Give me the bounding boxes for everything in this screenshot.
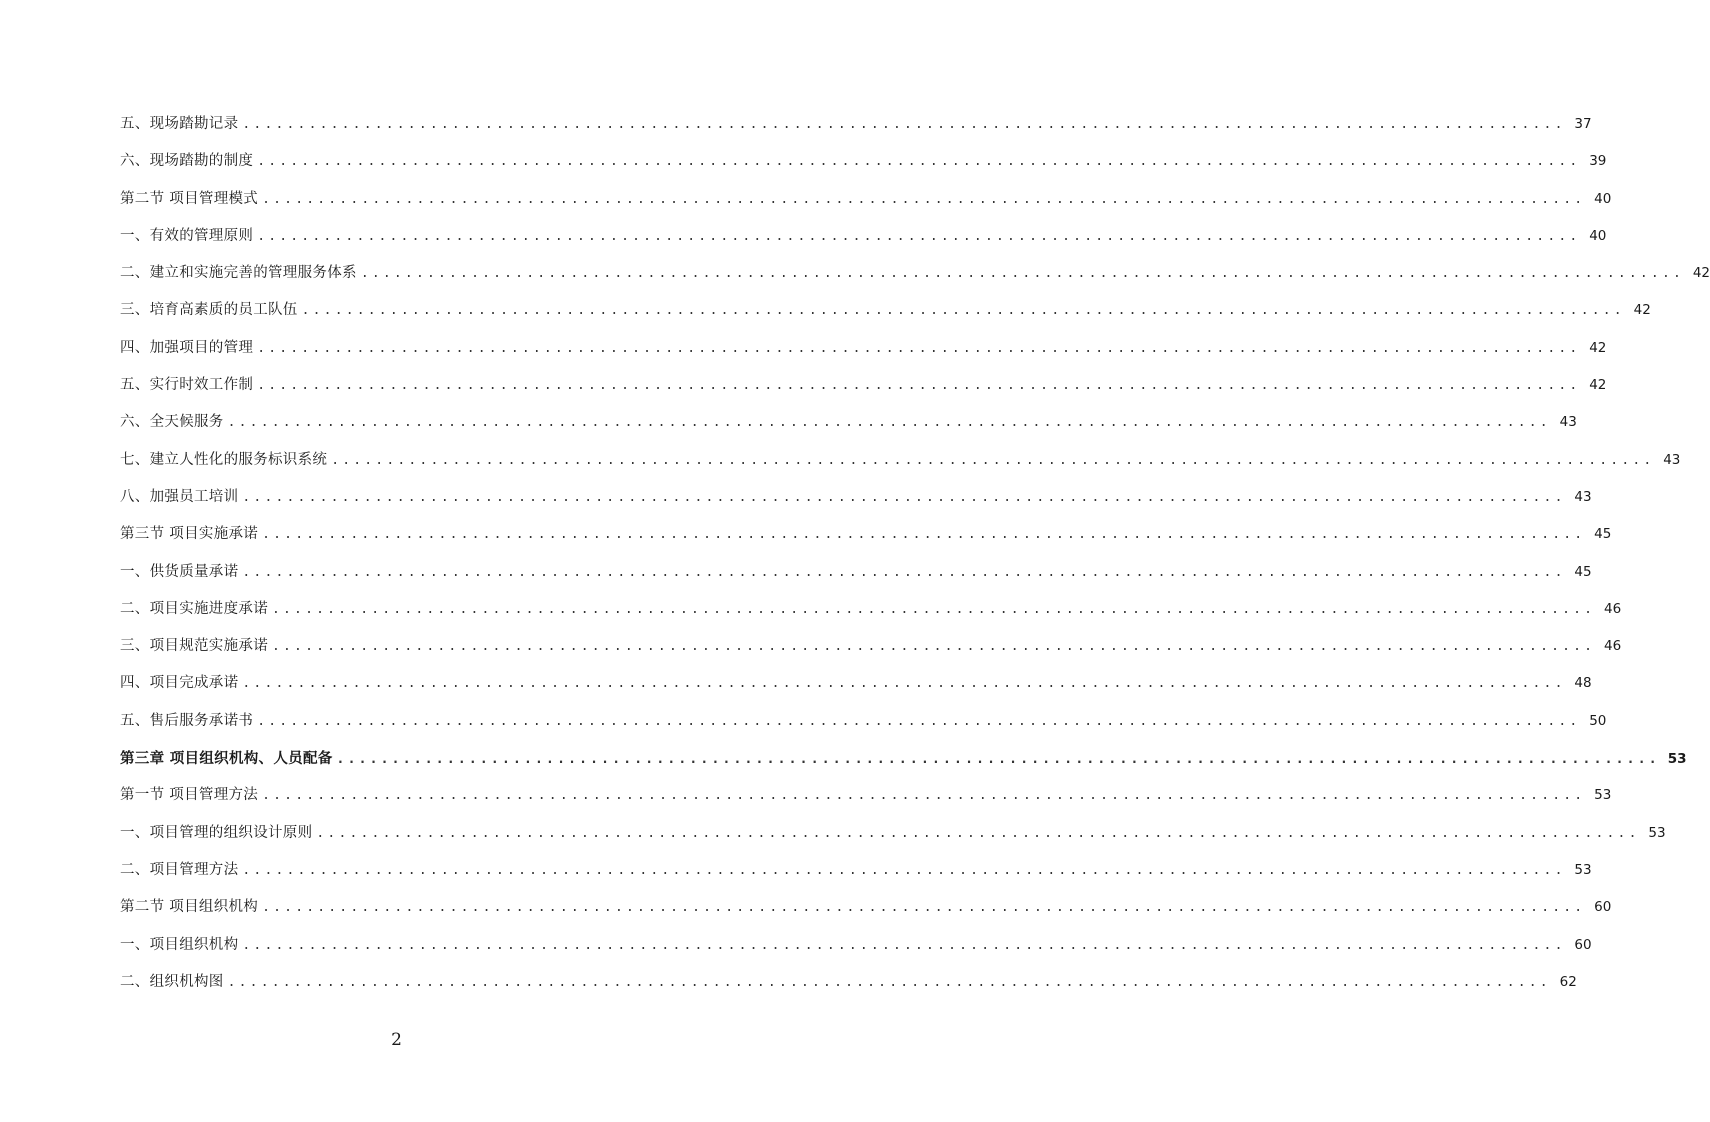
toc-entry-page: 45 [1574, 563, 1592, 580]
toc-entry-title: 二、组织机构图 [120, 973, 224, 990]
toc-entry-page: 53 [1667, 751, 1687, 768]
toc-entry[interactable] [120, 927, 1592, 964]
toc-entry-page: 42 [1692, 265, 1710, 282]
toc-entry-page: 50 [1589, 712, 1607, 729]
toc-entry-page: 45 [1594, 526, 1612, 543]
toc-entry-page: 53 [1648, 824, 1666, 841]
toc-entry[interactable] [120, 292, 1651, 329]
toc-entry-title: 三、项目规范实施承诺 [120, 638, 268, 655]
toc-entry[interactable] [120, 777, 1612, 814]
toc-dot-leader: ........................................................................................................................ [242, 564, 1566, 580]
toc-entry-page: 53 [1594, 787, 1612, 804]
toc-dot-leader: ........................................................................................................................ [301, 303, 1625, 319]
toc-dot-leader: ........................................................................................................................ [272, 601, 1596, 617]
toc-entry-title: 一、有效的管理原则 [120, 227, 254, 244]
toc-entry-page: 60 [1594, 899, 1612, 916]
toc-entry-title: 七、建立人性化的服务标识系统 [120, 451, 328, 468]
toc-entry[interactable] [120, 815, 1666, 852]
toc-entry-page: 39 [1589, 153, 1607, 170]
toc-entry[interactable] [120, 181, 1612, 218]
toc-entry[interactable] [120, 665, 1592, 702]
toc-dot-leader: ........................................................................................................................ [242, 862, 1566, 878]
toc-entry-title: 二、项目实施进度承诺 [120, 600, 268, 617]
toc-dot-leader: ........................................................................................................................ [242, 937, 1566, 953]
toc-entry-title: 第三节 项目实施承诺 [120, 526, 259, 543]
toc-entry[interactable] [120, 218, 1607, 255]
toc-entry-page: 37 [1574, 116, 1592, 132]
toc-entry-page: 40 [1589, 227, 1607, 244]
toc-entry-page: 62 [1559, 973, 1577, 990]
toc-entry-page: 42 [1633, 302, 1651, 319]
toc-entry[interactable] [120, 703, 1607, 740]
toc-entry[interactable] [120, 367, 1607, 404]
toc-entry-title: 四、加强项目的管理 [120, 339, 254, 356]
toc-entry[interactable] [120, 143, 1607, 180]
toc-entry[interactable] [120, 404, 1577, 441]
toc-dot-leader: ........................................................................................................................ [242, 676, 1566, 692]
toc-entry-title: 第二节 项目管理模式 [120, 190, 259, 207]
toc-entry-page: 46 [1604, 638, 1622, 655]
toc-chapter-entry[interactable] [120, 740, 1687, 777]
toc-entry-title: 一、项目组织机构 [120, 936, 239, 953]
toc-entry-title: 第二节 项目组织机构 [120, 899, 259, 916]
toc-entry-title: 三、培育高素质的员工队伍 [120, 302, 298, 319]
toc-entry-title: 八、加强员工培训 [120, 488, 239, 505]
toc-entry-title: 五、售后服务承诺书 [120, 712, 254, 729]
toc-entry-page: 40 [1594, 190, 1612, 207]
toc-entry-title: 五、实行时效工作制 [120, 377, 254, 394]
toc-entry-page: 48 [1574, 675, 1592, 692]
toc-entry-title: 五、现场踏勘记录 [120, 116, 239, 132]
toc-entry-page: 43 [1559, 414, 1577, 431]
toc-entry-page: 43 [1663, 451, 1681, 468]
page-number: 2 [391, 1030, 402, 1050]
toc-entry-title: 四、项目完成承诺 [120, 675, 239, 692]
table-of-contents [120, 106, 1710, 1001]
toc-dot-leader: ........................................................................................................................ [242, 117, 1566, 132]
toc-entry[interactable] [120, 628, 1622, 665]
toc-entry-page: 42 [1589, 377, 1607, 394]
toc-entry-page: 60 [1574, 936, 1592, 953]
toc-dot-leader: ........................................................................................................................ [272, 639, 1596, 655]
toc-entry[interactable] [120, 554, 1592, 591]
toc-dot-leader: ........................................................................................................................ [262, 527, 1586, 543]
toc-entry[interactable] [120, 442, 1681, 479]
toc-entry[interactable] [120, 852, 1592, 889]
toc-entry-title: 六、现场踏勘的制度 [120, 153, 254, 170]
toc-entry[interactable] [120, 479, 1592, 516]
toc-dot-leader: ........................................................................................................................ [242, 489, 1566, 505]
toc-entry-title: 二、建立和实施完善的管理服务体系 [120, 265, 357, 282]
toc-dot-leader: ........................................................................................................................ [257, 713, 1581, 729]
toc-dot-leader: ........................................................................................................................ [316, 825, 1640, 841]
toc-entry-page: 46 [1604, 600, 1622, 617]
toc-dot-leader: ........................................................................................................................ [227, 415, 1551, 431]
toc-entry[interactable] [120, 255, 1710, 292]
toc-entry-title: 二、项目管理方法 [120, 861, 239, 878]
toc-entry-page: 53 [1574, 861, 1592, 878]
toc-entry[interactable] [120, 591, 1622, 628]
toc-entry-page: 42 [1589, 339, 1607, 356]
toc-entry[interactable] [120, 889, 1612, 926]
toc-dot-leader: ........................................................................................................................ [257, 378, 1581, 394]
toc-entry-page: 43 [1574, 488, 1592, 505]
toc-entry-title: 六、全天候服务 [120, 414, 224, 431]
toc-dot-leader: ........................................................................................................................ [262, 900, 1586, 916]
toc-dot-leader: ........................................................................................................................ [227, 974, 1551, 990]
toc-dot-leader: ........................................................................................................................ [257, 228, 1581, 244]
toc-entry[interactable] [120, 516, 1612, 553]
toc-entry-title: 一、供货质量承诺 [120, 563, 239, 580]
toc-dot-leader: ........................................................................................................................ [257, 340, 1581, 356]
toc-dot-leader: ........................................................................................................................ [262, 788, 1586, 804]
toc-dot-leader: ........................................................................................................................ [360, 266, 1685, 282]
toc-entry[interactable] [120, 106, 1592, 143]
toc-dot-leader: ........................................................................................................................ [331, 452, 1655, 468]
toc-entry[interactable] [120, 330, 1607, 367]
toc-dot-leader: ........................................................................................................................ [257, 154, 1581, 170]
toc-entry-title: 一、项目管理的组织设计原则 [120, 824, 313, 841]
toc-dot-leader: ........................................................................................................................ [262, 191, 1586, 207]
toc-dot-leader: ........................................................................................................................ [336, 752, 1660, 768]
toc-entry-title: 第三章 项目组织机构、人员配备 [120, 750, 333, 768]
toc-entry-title: 第一节 项目管理方法 [120, 787, 259, 804]
toc-entry[interactable] [120, 964, 1577, 1001]
